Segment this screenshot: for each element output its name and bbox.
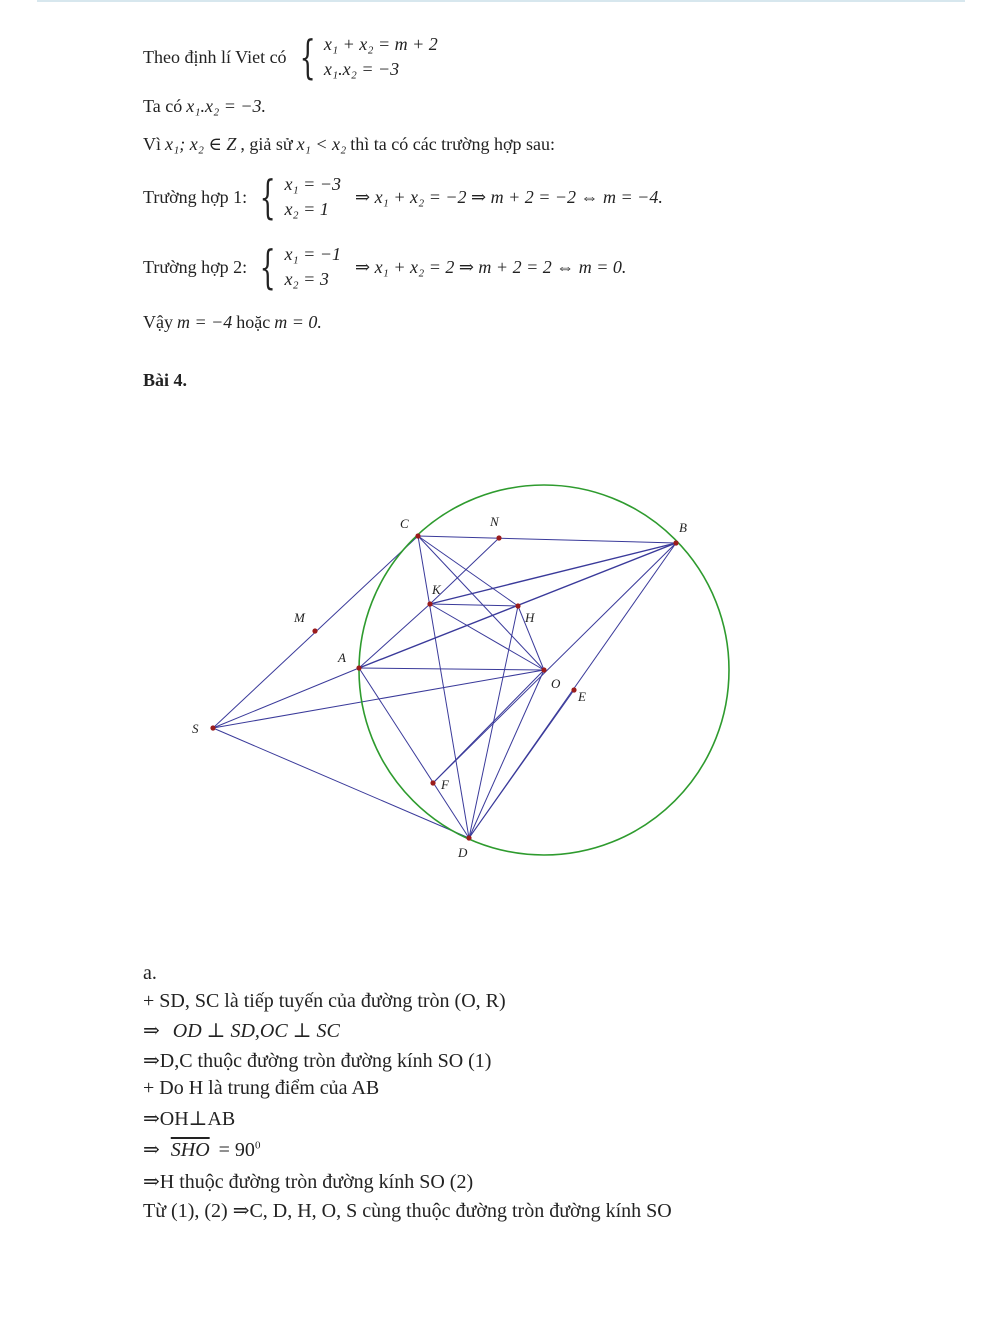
case-2-result: ⇒ x₁ + x₂ = 2 ⇒ m + 2 = 2 ⇔ m = 0.	[354, 256, 627, 277]
taco-expr: x₁.x₂ = −3.	[186, 96, 267, 116]
viet-row-2: x₁.x₂ = −3	[323, 59, 400, 79]
part-a-line-8: Từ (1), (2) ⇒C, D, H, O, S cùng thuộc đường tròn đường kính SO	[143, 1200, 672, 1222]
taco-text: Ta có	[143, 96, 183, 116]
part-a-line-2	[143, 1018, 340, 1043]
point-S	[210, 725, 215, 730]
part-a-line-1: + SD, SC là tiếp tuyến của đường tròn (O, R)	[143, 990, 506, 1012]
label-H: H	[525, 610, 535, 625]
label-E: E	[578, 689, 586, 704]
vi-expr-2: x₁ < x₂	[296, 134, 347, 154]
viet-intro: Theo định lí Viet có	[143, 46, 287, 67]
vi-text-1: Vì	[143, 134, 161, 154]
segment-AK	[359, 604, 430, 668]
case-1-result: ⇒ x₁ + x₂ = −2 ⇒ m + 2 = −2 ⇔ m = −4.	[354, 186, 663, 207]
case-2-row-1: x₁ = −1	[284, 244, 341, 264]
problem-title: Bài 4.	[143, 370, 188, 390]
point-N	[496, 535, 501, 540]
point-A	[356, 665, 361, 670]
degree-sup: 0	[254, 1139, 261, 1152]
label-K: K	[432, 582, 441, 597]
label-A: A	[338, 650, 346, 665]
label-D: D	[458, 845, 468, 860]
segment-CD	[418, 536, 469, 838]
label-S: S	[192, 721, 199, 736]
segment-SA	[213, 668, 359, 728]
case-1-label: Trường hợp 1:	[143, 186, 248, 207]
case-2-label: Trường hợp 2:	[143, 256, 248, 277]
part-a-line-5: ⇒OH⊥AB	[143, 1108, 236, 1130]
figure-labels	[192, 514, 687, 860]
point-K	[427, 601, 432, 606]
left-brace-icon: {	[299, 30, 316, 84]
case-1-row-2: x₂ = 1	[284, 199, 329, 219]
case-2-row-2: x₂ = 3	[284, 269, 329, 289]
label-C: C	[400, 516, 409, 531]
vi-expr-1: x₁; x₂ ∈ Z	[165, 134, 237, 154]
label-B: B	[679, 520, 687, 535]
label-M: M	[294, 610, 305, 625]
conclusion-expr-1: m = −4	[177, 312, 233, 332]
conclusion-text-2: hoặc	[236, 312, 271, 332]
label-F: F	[441, 777, 449, 792]
label-O: O	[551, 676, 561, 691]
vi-text-2: , giả sử	[240, 134, 293, 154]
viet-row-1: x₁ + x₂ = m + 2	[323, 34, 438, 54]
segment-CB	[418, 536, 676, 543]
point-F	[430, 780, 435, 785]
point-M	[312, 628, 317, 633]
part-a-line-7: ⇒H thuộc đường tròn đường kính SO (2)	[143, 1171, 474, 1193]
conclusion-text-1: Vậy	[143, 312, 173, 332]
point-B	[673, 540, 678, 545]
point-C	[415, 533, 420, 538]
point-D	[466, 835, 471, 840]
perpendicular-expr: OD ⊥ SD,OC ⊥ SC	[172, 1020, 340, 1042]
segment-AD	[359, 668, 469, 838]
angle-value: = 90	[218, 1139, 255, 1161]
point-E	[571, 687, 576, 692]
part-a-line-3: ⇒D,C thuộc đường tròn đường kính SO (1)	[143, 1050, 492, 1072]
case-1-row-1: x₁ = −3	[284, 174, 341, 194]
figure-lines	[213, 536, 676, 838]
arrow-icon: ⇒	[143, 1020, 160, 1042]
segment-BF	[433, 543, 676, 783]
segment-KH	[430, 604, 518, 606]
point-O	[541, 667, 546, 672]
left-brace-icon: {	[259, 240, 276, 294]
angle-SHO: $\overline{SHO}$	[170, 1139, 210, 1161]
segment-AO	[359, 668, 544, 670]
segment-OD	[469, 670, 544, 838]
point-H	[515, 603, 520, 608]
left-brace-icon: {	[259, 170, 276, 224]
arrow-icon: ⇒	[143, 1139, 160, 1161]
conclusion-expr-2: m = 0.	[274, 312, 322, 332]
part-a-line-6	[143, 1137, 260, 1162]
part-a-label: a.	[143, 962, 157, 984]
part-a-line-4: + Do H là trung điểm của AB	[143, 1077, 380, 1099]
label-N: N	[490, 514, 499, 529]
vi-text-3: thì ta có các trường hợp sau:	[350, 134, 555, 154]
